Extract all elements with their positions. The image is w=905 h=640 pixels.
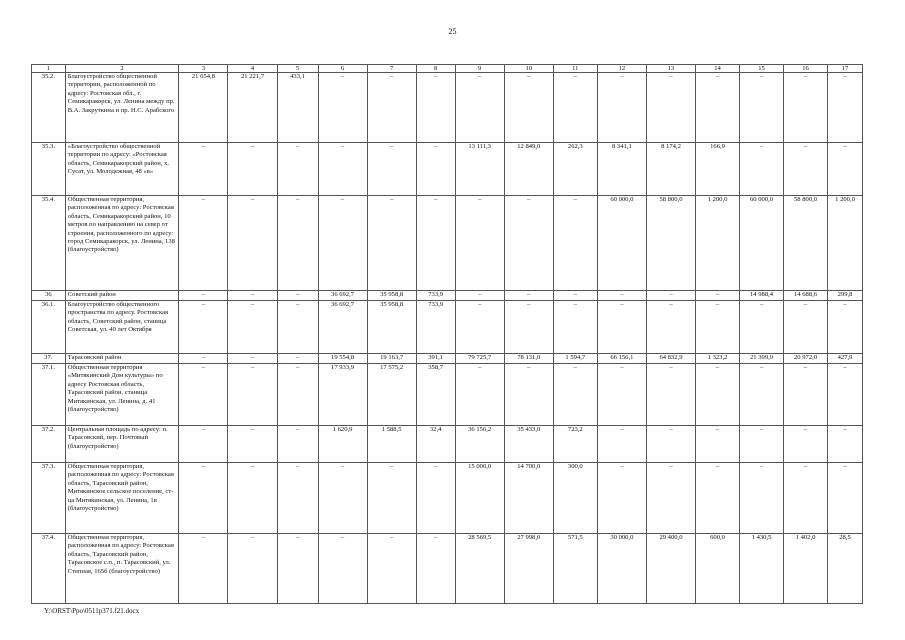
- amount-cell: 299,8: [828, 291, 863, 301]
- column-number-cell: 12: [597, 65, 646, 73]
- amount-cell: –: [277, 291, 318, 301]
- amount-cell: –: [784, 301, 828, 354]
- amount-cell: –: [646, 463, 695, 534]
- amount-cell: 14 688,6: [784, 291, 828, 301]
- table-row: [32, 354, 863, 364]
- amount-cell: –: [277, 301, 318, 354]
- amount-cell: –: [828, 364, 863, 426]
- table-row: [32, 426, 863, 463]
- amount-cell: –: [228, 534, 277, 604]
- amount-cell: –: [696, 426, 740, 463]
- amount-cell: 36 692,7: [318, 291, 367, 301]
- table-row: [32, 291, 863, 301]
- amount-cell: 166,9: [696, 143, 740, 196]
- amount-cell: 27 998,0: [504, 534, 553, 604]
- amount-cell: –: [277, 364, 318, 426]
- amount-cell: –: [179, 354, 228, 364]
- amount-cell: 28 569,5: [455, 534, 504, 604]
- column-number-cell: 10: [504, 65, 553, 73]
- object-description-cell: «Благоустройство общественной территории по адресу: «Ростовская область, Семикаракорский район, х. Сусат, ул. Молодежная, 48 «в»: [65, 143, 179, 196]
- table-row: [32, 463, 863, 534]
- amount-cell: –: [740, 73, 784, 143]
- column-number-cell: 4: [228, 65, 277, 73]
- amount-cell: –: [179, 143, 228, 196]
- amount-cell: –: [553, 364, 597, 426]
- amount-cell: –: [318, 196, 367, 291]
- amount-cell: 21 654,8: [179, 73, 228, 143]
- row-number-cell: 35.3.: [32, 143, 66, 196]
- amount-cell: –: [646, 301, 695, 354]
- amount-cell: –: [504, 196, 553, 291]
- amount-cell: –: [646, 291, 695, 301]
- amount-cell: –: [597, 301, 646, 354]
- amount-cell: 733,9: [416, 291, 455, 301]
- amount-cell: 571,5: [553, 534, 597, 604]
- amount-cell: –: [740, 143, 784, 196]
- amount-cell: 733,9: [416, 301, 455, 354]
- column-number-cell: 13: [646, 65, 695, 73]
- amount-cell: –: [318, 534, 367, 604]
- amount-cell: 58 800,0: [646, 196, 695, 291]
- amount-cell: 13 111,3: [455, 143, 504, 196]
- amount-cell: –: [696, 301, 740, 354]
- object-description-cell: Центральная площадь по адресу: п. Тарасовский, пер. Почтовый (благоустройство): [65, 426, 179, 463]
- amount-cell: –: [784, 463, 828, 534]
- column-number-cell: 1: [32, 65, 66, 73]
- column-number-cell: 6: [318, 65, 367, 73]
- amount-cell: 28,5: [828, 534, 863, 604]
- amount-cell: 433,1: [277, 73, 318, 143]
- amount-cell: –: [277, 143, 318, 196]
- object-description-cell: Советский район: [65, 291, 179, 301]
- amount-cell: –: [740, 463, 784, 534]
- amount-cell: –: [784, 426, 828, 463]
- amount-cell: –: [277, 534, 318, 604]
- amount-cell: –: [696, 463, 740, 534]
- amount-cell: –: [367, 463, 416, 534]
- amount-cell: –: [318, 463, 367, 534]
- column-number-cell: 8: [416, 65, 455, 73]
- amount-cell: 262,3: [553, 143, 597, 196]
- amount-cell: –: [277, 196, 318, 291]
- amount-cell: –: [416, 534, 455, 604]
- amount-cell: –: [416, 196, 455, 291]
- amount-cell: –: [553, 73, 597, 143]
- amount-cell: 60 000,0: [740, 196, 784, 291]
- amount-cell: –: [179, 426, 228, 463]
- row-number-cell: 37.: [32, 354, 66, 364]
- amount-cell: –: [277, 354, 318, 364]
- amount-cell: 21 221,7: [228, 73, 277, 143]
- amount-cell: 8 174,2: [646, 143, 695, 196]
- amount-cell: –: [553, 196, 597, 291]
- amount-cell: –: [696, 364, 740, 426]
- amount-cell: 21 399,9: [740, 354, 784, 364]
- row-number-cell: 36.1.: [32, 301, 66, 354]
- column-number-cell: 17: [828, 65, 863, 73]
- amount-cell: –: [597, 426, 646, 463]
- amount-cell: –: [318, 73, 367, 143]
- amount-cell: 35 958,8: [367, 291, 416, 301]
- object-description-cell: Общественная территория «Митякинский Дом культуры» по адресу Ростовская область, Тарасовский район, станица Митякинская, ул. Ленина, д. 41 (благоустройство): [65, 364, 179, 426]
- amount-cell: –: [318, 143, 367, 196]
- amount-cell: –: [740, 301, 784, 354]
- column-number-cell: 15: [740, 65, 784, 73]
- amount-cell: –: [179, 463, 228, 534]
- amount-cell: –: [455, 196, 504, 291]
- column-number-cell: 5: [277, 65, 318, 73]
- row-number-cell: 37.2.: [32, 426, 66, 463]
- amount-cell: 19 554,8: [318, 354, 367, 364]
- amount-cell: –: [504, 364, 553, 426]
- amount-cell: 36 692,7: [318, 301, 367, 354]
- amount-cell: 723,2: [553, 426, 597, 463]
- row-number-cell: 35.2.: [32, 73, 66, 143]
- table-row: [32, 196, 863, 291]
- amount-cell: –: [277, 463, 318, 534]
- row-number-cell: 37.4.: [32, 534, 66, 604]
- column-number-cell: 3: [179, 65, 228, 73]
- amount-cell: 1 402,0: [784, 534, 828, 604]
- amount-cell: –: [416, 463, 455, 534]
- amount-cell: 427,9: [828, 354, 863, 364]
- amount-cell: 15 000,0: [455, 463, 504, 534]
- amount-cell: 1 200,0: [828, 196, 863, 291]
- amount-cell: –: [228, 354, 277, 364]
- amount-cell: –: [228, 426, 277, 463]
- amount-cell: 36 156,2: [455, 426, 504, 463]
- column-number-cell: 7: [367, 65, 416, 73]
- amount-cell: 60 000,0: [597, 196, 646, 291]
- amount-cell: 1 323,2: [696, 354, 740, 364]
- amount-cell: –: [367, 73, 416, 143]
- amount-cell: 1 588,5: [367, 426, 416, 463]
- amount-cell: 300,0: [553, 463, 597, 534]
- amount-cell: –: [179, 364, 228, 426]
- column-number-cell: 11: [553, 65, 597, 73]
- amount-cell: 79 725,7: [455, 354, 504, 364]
- amount-cell: –: [228, 463, 277, 534]
- amount-cell: –: [504, 291, 553, 301]
- amount-cell: –: [553, 301, 597, 354]
- amount-cell: 17 933,9: [318, 364, 367, 426]
- amount-cell: –: [696, 291, 740, 301]
- amount-cell: –: [228, 291, 277, 301]
- amount-cell: 1 430,5: [740, 534, 784, 604]
- table-row: [32, 143, 863, 196]
- object-description-cell: Тарасовский район: [65, 354, 179, 364]
- table-row: [32, 364, 863, 426]
- amount-cell: –: [504, 301, 553, 354]
- table-body: [32, 65, 863, 604]
- row-number-cell: 37.1.: [32, 364, 66, 426]
- amount-cell: –: [179, 196, 228, 291]
- object-description-cell: Благоустройство общественной территории, расположенной по адресу: Ростовская обл., г. Семикаракорск, ул. Ленина между пр. В.А. Закруткина и пр. Н.С. Арабского: [65, 73, 179, 143]
- table-row: [32, 73, 863, 143]
- amount-cell: –: [228, 301, 277, 354]
- amount-cell: 391,1: [416, 354, 455, 364]
- amount-cell: 1 620,9: [318, 426, 367, 463]
- column-number-cell: 14: [696, 65, 740, 73]
- amount-cell: –: [179, 301, 228, 354]
- amount-cell: 66 156,1: [597, 354, 646, 364]
- amount-cell: 20 972,0: [784, 354, 828, 364]
- amount-cell: –: [784, 73, 828, 143]
- amount-cell: 29 400,0: [646, 534, 695, 604]
- amount-cell: 58 800,0: [784, 196, 828, 291]
- amount-cell: –: [828, 426, 863, 463]
- budget-table: [31, 64, 863, 604]
- table-row: [32, 301, 863, 354]
- amount-cell: 32,4: [416, 426, 455, 463]
- amount-cell: –: [455, 301, 504, 354]
- amount-cell: –: [784, 364, 828, 426]
- amount-cell: 8 341,1: [597, 143, 646, 196]
- amount-cell: 19 163,7: [367, 354, 416, 364]
- object-description-cell: Общественная территория, расположенная по адресу: Ростовская область, Тарасовский район, Тарасовское с.п., п. Тарасовский, ул. Степная, 165б (благоустройство): [65, 534, 179, 604]
- amount-cell: 14 700,0: [504, 463, 553, 534]
- column-number-cell: 2: [65, 65, 179, 73]
- object-description-cell: Общественная территория, расположенная по адресу: Ростовская область, Тарасовский район, Митякинское сельское поселение, ст-ца Митякинская, ул. Ленина, 1в (благоустройство): [65, 463, 179, 534]
- amount-cell: –: [367, 534, 416, 604]
- amount-cell: –: [784, 143, 828, 196]
- row-number-cell: 36: [32, 291, 66, 301]
- row-number-cell: 35.4.: [32, 196, 66, 291]
- amount-cell: 14 988,4: [740, 291, 784, 301]
- amount-cell: 78 131,0: [504, 354, 553, 364]
- amount-cell: –: [455, 291, 504, 301]
- amount-cell: –: [740, 364, 784, 426]
- amount-cell: –: [455, 73, 504, 143]
- object-description-cell: Общественная территория, расположенная по адресу: Ростовская область, Семикаракорский район, 10 метров по направлению на север от строения, расположенного по адресу: город Семикаракорск, ул. Ленина, 138 (благоустройство): [65, 196, 179, 291]
- amount-cell: –: [277, 426, 318, 463]
- amount-cell: –: [228, 143, 277, 196]
- amount-cell: 17 575,2: [367, 364, 416, 426]
- amount-cell: –: [646, 426, 695, 463]
- amount-cell: 64 832,9: [646, 354, 695, 364]
- amount-cell: –: [828, 301, 863, 354]
- amount-cell: 1 200,0: [696, 196, 740, 291]
- amount-cell: –: [597, 463, 646, 534]
- amount-cell: –: [367, 196, 416, 291]
- amount-cell: 1 594,7: [553, 354, 597, 364]
- amount-cell: –: [228, 196, 277, 291]
- column-number-cell: 9: [455, 65, 504, 73]
- header-row: [32, 65, 863, 73]
- footer-file-path: Y:\ORST\Ppo\0511p371.f21.docx: [44, 607, 140, 615]
- amount-cell: 35 433,0: [504, 426, 553, 463]
- object-description-cell: Благоустройство общественного пространства по адресу. Ростовская область, Советский район, станица Советская, ул. 40 лет Октября: [65, 301, 179, 354]
- amount-cell: –: [828, 143, 863, 196]
- amount-cell: –: [504, 73, 553, 143]
- amount-cell: –: [828, 463, 863, 534]
- page-number: 25: [448, 27, 457, 36]
- column-number-cell: 16: [784, 65, 828, 73]
- amount-cell: –: [179, 534, 228, 604]
- table-row: [32, 534, 863, 604]
- amount-cell: –: [416, 73, 455, 143]
- amount-cell: 35 958,8: [367, 301, 416, 354]
- amount-cell: –: [416, 143, 455, 196]
- amount-cell: 600,0: [696, 534, 740, 604]
- amount-cell: –: [597, 364, 646, 426]
- amount-cell: –: [455, 364, 504, 426]
- amount-cell: –: [597, 291, 646, 301]
- row-number-cell: 37.3.: [32, 463, 66, 534]
- amount-cell: –: [597, 73, 646, 143]
- amount-cell: 12 849,0: [504, 143, 553, 196]
- amount-cell: –: [828, 73, 863, 143]
- amount-cell: –: [740, 426, 784, 463]
- amount-cell: –: [646, 364, 695, 426]
- amount-cell: –: [646, 73, 695, 143]
- amount-cell: –: [367, 143, 416, 196]
- amount-cell: 358,7: [416, 364, 455, 426]
- amount-cell: 30 000,0: [597, 534, 646, 604]
- amount-cell: –: [696, 73, 740, 143]
- amount-cell: –: [179, 291, 228, 301]
- amount-cell: –: [228, 364, 277, 426]
- amount-cell: –: [553, 291, 597, 301]
